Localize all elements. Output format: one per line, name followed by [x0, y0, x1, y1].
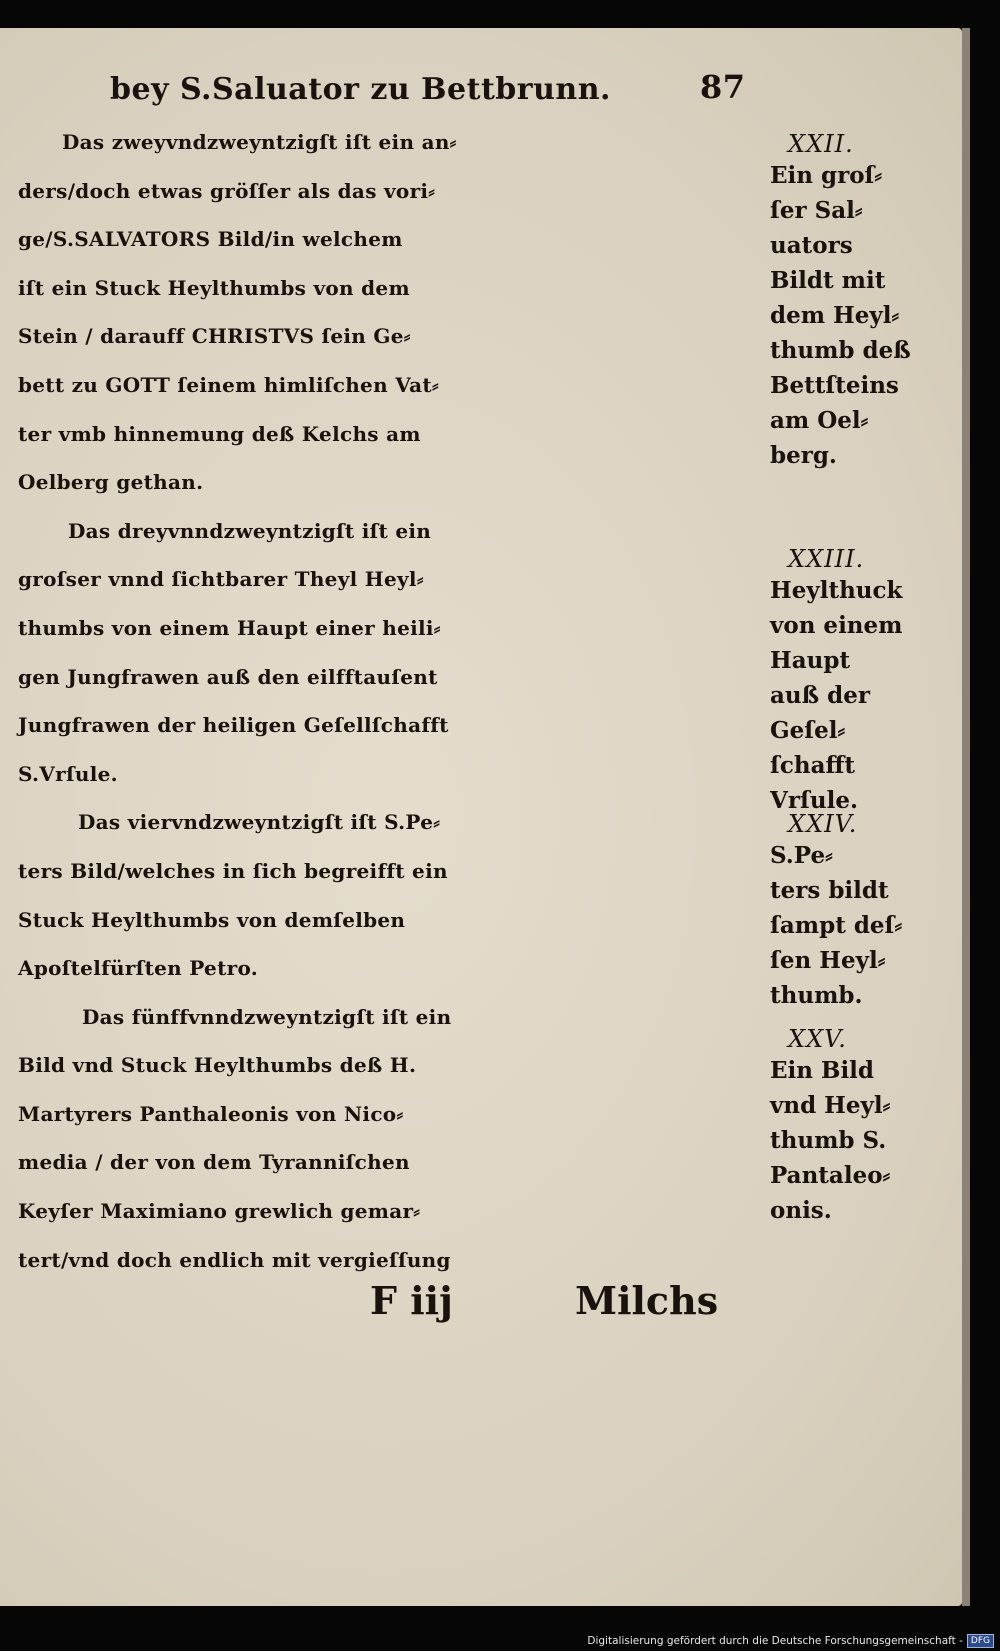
body-text [18, 118, 758, 1284]
margin-note-line: Heylthuck [770, 577, 903, 604]
text-line: Oelberg gethan. [18, 470, 204, 495]
margin-note [770, 545, 920, 818]
margin-note-line: onis. [770, 1197, 832, 1224]
text-line: ters Bild/welches in ſich begreifft ein [18, 858, 448, 883]
footer-text: Digitalisierung gefördert durch die Deutsche Forschungsgemeinschaft - [587, 1635, 963, 1647]
margin-note-line: ſchafft [770, 752, 856, 779]
text-line: Stuck Heylthumbs von demſelben [18, 907, 406, 932]
text-line: Martyrers Panthaleonis von Nico⸗ [18, 1101, 404, 1126]
text-line: S.Vrſule. [18, 761, 118, 786]
dfg-logo-icon: DFG [967, 1634, 994, 1648]
margin-note-line: thumb deß [770, 337, 911, 364]
margin-note-line: auß der [770, 682, 870, 709]
signature-mark: F iij [370, 1278, 453, 1323]
margin-note-line: Bettſteins [770, 372, 899, 399]
margin-note-number: XXV. [788, 1025, 847, 1053]
page-number: 87 [700, 68, 746, 106]
margin-note-line: am Oel⸗ [770, 407, 869, 434]
catchword: Milchs [575, 1278, 719, 1323]
text-line: Keyſer Maximiano grewlich gemar⸗ [18, 1199, 421, 1224]
text-line: ders/doch etwas gröſſer als das vori⸗ [18, 178, 436, 203]
margin-note-line: ſer Sal⸗ [770, 197, 863, 224]
text-line: bett zu GOTT ſeinem himliſchen Vat⸗ [18, 372, 439, 397]
margin-note-line: ſampt deſ⸗ [770, 912, 903, 939]
text-line: groſser vnnd ſichtbarer Theyl Heyl⸗ [18, 567, 424, 592]
margin-note-line: dem Heyl⸗ [770, 302, 900, 329]
text-line: Das zweyvndzweyntzigſt iſt ein an⸗ [62, 130, 457, 154]
running-head-title: bey S.Saluator zu Bettbrunn. [110, 72, 611, 107]
margin-note-line: ters bildt [770, 877, 889, 904]
running-head [110, 62, 750, 112]
margin-note-number: XXII. [788, 130, 854, 158]
text-line: Bild vnd Stuck Heylthumbs deß H. [18, 1053, 417, 1078]
text-line: Das viervndzweyntzigſt iſt S.Pe⸗ [78, 810, 441, 835]
margin-note-line: Pantaleo⸗ [770, 1162, 891, 1189]
text-line: ter vmb hinnemung deß Kelchs am [18, 421, 421, 446]
margin-note [770, 810, 920, 1013]
margin-note-line: berg. [770, 442, 837, 469]
margin-note-line: uators [770, 232, 853, 259]
margin-note-number: XXIII. [788, 545, 865, 573]
text-line: Stein / darauff CHRISTVS ſein Ge⸗ [18, 324, 411, 349]
text-line: gen Jungfrawen auß den eilfftauſent [18, 664, 438, 689]
margin-note-line: Geſel⸗ [770, 717, 846, 744]
margin-note-line: Ein Bild [770, 1057, 874, 1084]
margin-note-line: Ein groſ⸗ [770, 162, 883, 189]
margin-note-line: Vrſule. [770, 787, 858, 814]
text-line: Das fünffvnndzweyntzigſt iſt ein [82, 1004, 452, 1029]
text-line: Apoſtelfürſten Petro. [18, 956, 259, 981]
text-line: Das dreyvnndzweyntzigſt iſt ein [68, 518, 432, 543]
margin-note [770, 1025, 920, 1228]
margin-note-line: thumb. [770, 982, 863, 1009]
text-line: tert/vnd doch endlich mit vergieſſung [18, 1247, 451, 1272]
margin-note-line: Bildt mit [770, 267, 886, 294]
margin-note-line: thumb S. [770, 1127, 887, 1154]
page-edge [962, 28, 970, 1606]
text-line: Jungfrawen der heiligen Geſellſchafft [18, 713, 449, 738]
text-line: iſt ein Stuck Heylthumbs von dem [18, 275, 410, 300]
margin-note [770, 130, 920, 473]
margin-note-line: von einem [770, 612, 903, 639]
text-line: media / der von dem Tyranniſchen [18, 1150, 410, 1175]
margin-note-line: S.Pe⸗ [770, 842, 833, 869]
margin-note-line: ſen Heyl⸗ [770, 947, 886, 974]
footer-credit [587, 1634, 994, 1648]
margin-note-line: vnd Heyl⸗ [770, 1092, 891, 1119]
margin-note-number: XXIV. [788, 810, 858, 838]
margin-note-line: Haupt [770, 647, 851, 674]
text-line: ge/S.SALVATORS Bild/in welchem [18, 227, 403, 252]
catchline [370, 1278, 770, 1338]
text-line: thumbs von einem Haupt einer heili⸗ [18, 615, 441, 640]
